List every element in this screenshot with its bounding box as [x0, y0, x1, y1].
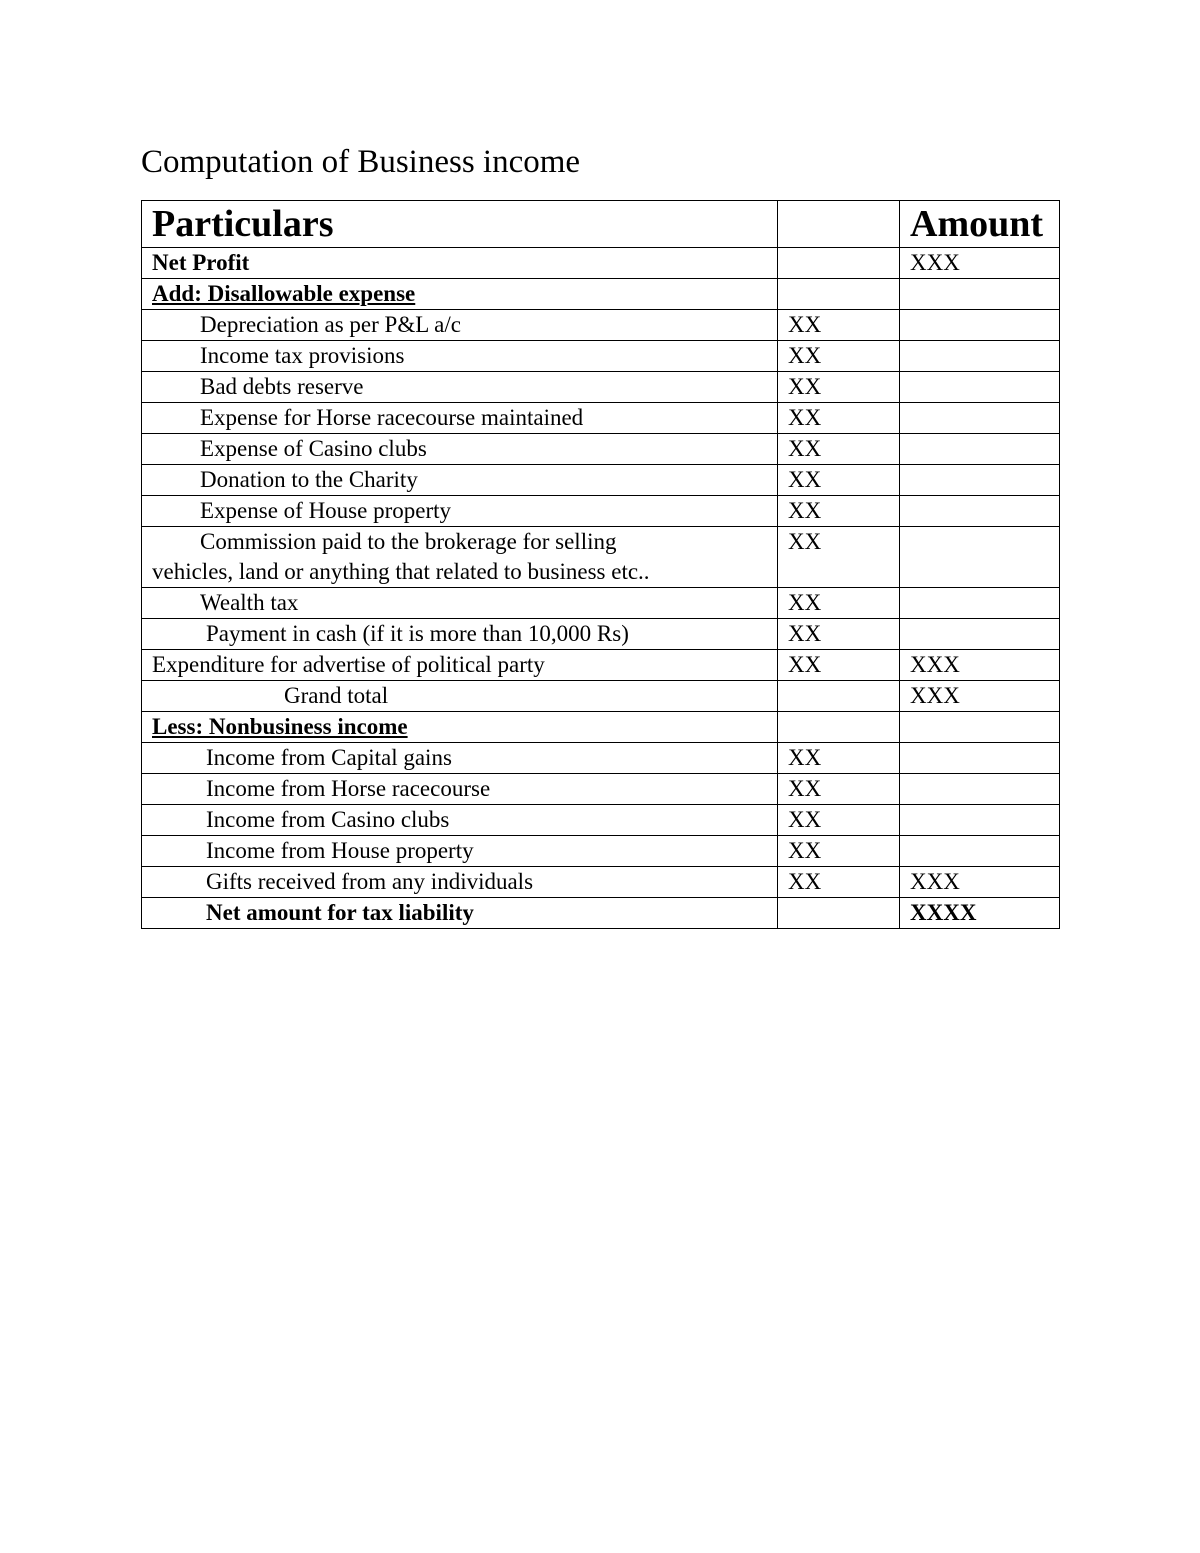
row-total [900, 588, 1060, 619]
particulars-header: Particulars [142, 201, 778, 248]
commission-sub: XX [778, 527, 900, 588]
row-label: Depreciation as per P&L a/c [142, 310, 778, 341]
table-row [142, 403, 1060, 434]
row-label: Income from Horse racecourse [142, 774, 778, 805]
less-heading-row [142, 712, 1060, 743]
net-profit-row [142, 248, 1060, 279]
row-label: Income from House property [142, 836, 778, 867]
row-label: Bad debts reserve [142, 372, 778, 403]
row-total [900, 403, 1060, 434]
table-row [142, 434, 1060, 465]
table-row [142, 310, 1060, 341]
row-sub: XX [778, 619, 900, 650]
table-row [142, 588, 1060, 619]
table-row [142, 836, 1060, 867]
row-total [900, 836, 1060, 867]
add-heading-row [142, 279, 1060, 310]
row-sub: XX [778, 341, 900, 372]
row-total [900, 805, 1060, 836]
row-label: Wealth tax [142, 588, 778, 619]
table-header-row [142, 201, 1060, 248]
row-sub: XX [778, 372, 900, 403]
table-row [142, 372, 1060, 403]
grand-total-row [142, 681, 1060, 712]
grand-total-label: Grand total [142, 681, 778, 712]
commission-row [142, 527, 1060, 588]
table-row [142, 867, 1060, 898]
empty-cell [900, 527, 1060, 588]
row-label: Income tax provisions [142, 341, 778, 372]
row-sub: XX [778, 588, 900, 619]
table-row [142, 465, 1060, 496]
net-amount-row [142, 898, 1060, 929]
less-heading: Less: Nonbusiness income [142, 712, 778, 743]
row-sub: XX [778, 774, 900, 805]
row-total [900, 774, 1060, 805]
row-sub: XX [778, 434, 900, 465]
empty-cell [900, 279, 1060, 310]
empty-cell [778, 681, 900, 712]
row-label: Expenditure for advertise of political party [142, 650, 778, 681]
middle-header [778, 201, 900, 248]
row-total [900, 434, 1060, 465]
row-total [900, 743, 1060, 774]
row-sub: XX [778, 496, 900, 527]
row-total [900, 496, 1060, 527]
row-total: XXX [900, 650, 1060, 681]
political-row [142, 650, 1060, 681]
row-label: Income from Capital gains [142, 743, 778, 774]
amount-header: Amount [900, 201, 1060, 248]
computation-table [141, 200, 1060, 929]
add-heading: Add: Disallowable expense [142, 279, 778, 310]
row-sub: XX [778, 836, 900, 867]
row-label: Expense of House property [142, 496, 778, 527]
net-profit-sub [778, 248, 900, 279]
row-total [900, 310, 1060, 341]
row-total [900, 465, 1060, 496]
row-label: Payment in cash (if it is more than 10,000 Rs) [142, 619, 778, 650]
table-row [142, 774, 1060, 805]
net-profit-label: Net Profit [142, 248, 778, 279]
empty-cell [900, 712, 1060, 743]
page-title: Computation of Business income [141, 144, 581, 180]
row-label: Donation to the Charity [142, 465, 778, 496]
table-row [142, 341, 1060, 372]
table-row [142, 743, 1060, 774]
commission-line-1: Commission paid to the brokerage for selling [200, 529, 617, 554]
table-row [142, 805, 1060, 836]
empty-cell [778, 898, 900, 929]
net-amount-label: Net amount for tax liability [142, 898, 778, 929]
empty-cell [778, 279, 900, 310]
grand-total-amount: XXX [900, 681, 1060, 712]
net-profit-amount: XXX [900, 248, 1060, 279]
row-sub: XX [778, 650, 900, 681]
row-total: XXX [900, 867, 1060, 898]
row-label: Expense for Horse racecourse maintained [142, 403, 778, 434]
commission-label [142, 527, 778, 588]
row-label: Expense of Casino clubs [142, 434, 778, 465]
commission-line-2: vehicles, land or anything that related to business etc.. [152, 559, 650, 584]
row-label: Income from Casino clubs [142, 805, 778, 836]
row-total [900, 619, 1060, 650]
row-total [900, 372, 1060, 403]
row-sub: XX [778, 805, 900, 836]
empty-cell [778, 712, 900, 743]
net-amount-total: XXXX [900, 898, 1060, 929]
row-total [900, 341, 1060, 372]
row-sub: XX [778, 743, 900, 774]
table-row [142, 496, 1060, 527]
row-label: Gifts received from any individuals [142, 867, 778, 898]
table-row [142, 619, 1060, 650]
row-sub: XX [778, 867, 900, 898]
row-sub: XX [778, 465, 900, 496]
row-sub: XX [778, 403, 900, 434]
row-sub: XX [778, 310, 900, 341]
